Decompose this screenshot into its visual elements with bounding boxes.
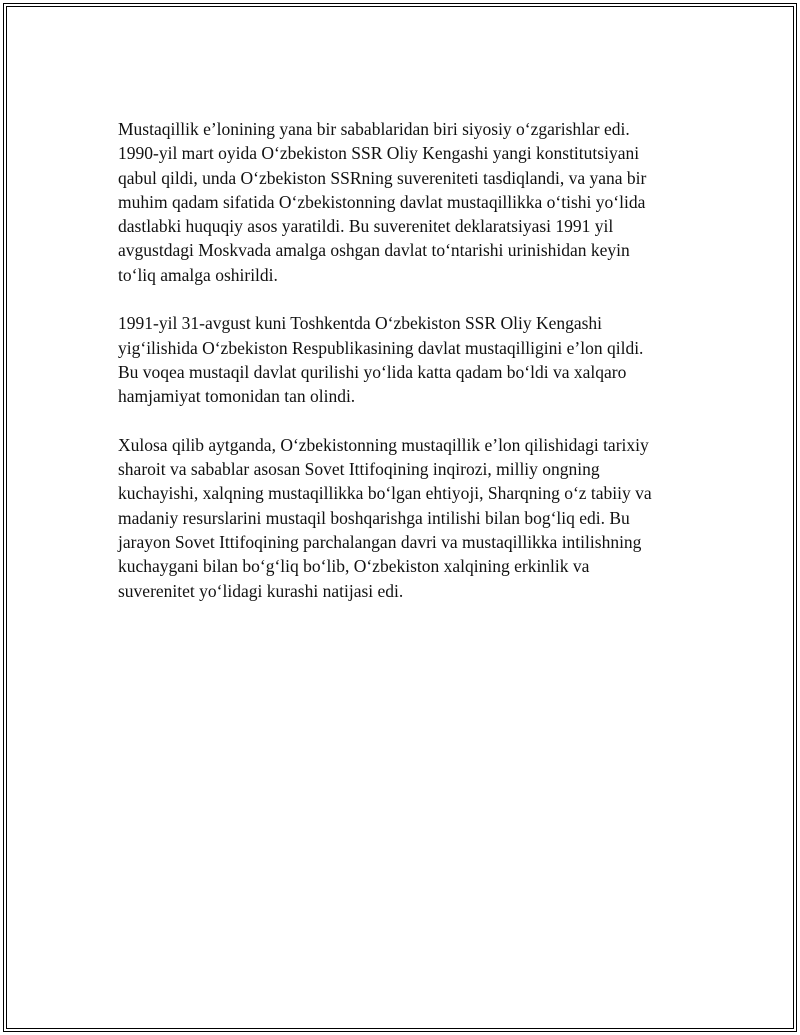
- paragraph-independence-declaration: 1991-yil 31-avgust kuni Toshkentda O‘zbekiston SSR Oliy Kengashi yig‘ilishida O‘zbekiston Respublikasining davlat mustaqilligini e’lon qildi. Bu voqea mustaqil davlat qurilishi yo‘lida katta qadam bo‘ldi va xalqaro hamjamiyat tomonidan tan olindi.: [118, 313, 644, 407]
- paragraph-conclusion: Xulosa qilib aytganda, O‘zbekistonning mustaqillik e’lon qilishidagi tarixiy sharoit va sabablar asosan Sovet Ittifoqining inqirozi, milliy ongning kuchayishi, xalqning mustaqillikka bo‘lgan ehtiyoji, Sharqning o‘z tabiiy va madaniy resurslarini mustaqil boshqarishga intilishi bilan bog‘liq edi. Bu jarayon Sovet Ittifoqining parchalangan davri va mustaqillikka intilishning kuchaygani bilan bo‘g‘liq bo‘lib, O‘zbekiston xalqining erkinlik va suverenitet yo‘lidagi kurashi natijasi edi.: [118, 434, 652, 601]
- document-body: [118, 117, 698, 627]
- paragraph-political-changes: Mustaqillik e’lonining yana bir sabablaridan biri siyosiy o‘zgarishlar edi. 1990-yil mart oyida O‘zbekiston SSR Oliy Kengashi yangi konstitutsiyani qabul qildi, unda O‘zbekiston SSRning suvereniteti tasdiqlandi, va yana bir muhim qadam sifatida O‘zbekistonning davlat mustaqillikka o‘tishi yo‘lida dastlabki huquqiy asos yaratildi. Bu suverenitet deklaratsiyasi 1991 yil avgustdagi Moskvada amalga oshgan davlat to‘ntarishi urinishidan keyin to‘liq amalga oshirildi.: [118, 119, 647, 285]
